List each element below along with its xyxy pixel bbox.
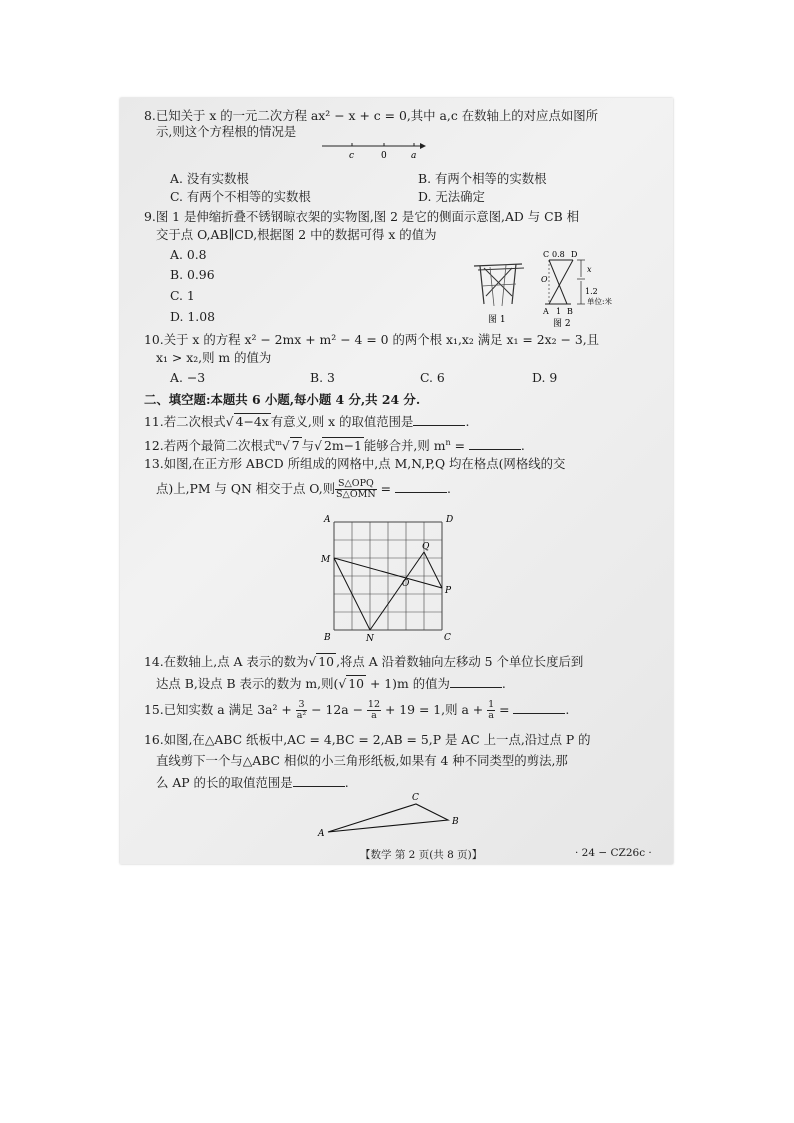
q10-option-d: D. 9 <box>532 370 558 385</box>
q15-frac3-den: a <box>488 710 494 721</box>
q12-root-index: m <box>275 439 282 447</box>
q13-answer-blank[interactable] <box>395 481 447 493</box>
q10-line2: x₁ > x₂,则 m 的值为 <box>156 350 272 365</box>
q16-label-c: C <box>412 793 419 803</box>
q9-option-a: A. 0.8 <box>170 247 207 262</box>
q13-frac-den: S△OMN <box>336 489 376 500</box>
q14-end: . <box>501 676 506 691</box>
q13-line-nq <box>370 552 424 630</box>
q14-line2 <box>156 676 506 691</box>
q15-frac2 <box>367 700 381 721</box>
q9-line1: 9.图 1 是伸缩折叠不锈钢晾衣架的实物图,图 2 是它的侧面示意图,AD 与 CB 相 <box>144 209 580 224</box>
q8-option-d: D. 无法确定 <box>418 189 485 204</box>
q10-option-b: B. 3 <box>310 370 335 385</box>
q8-line2: 示,则这个方程根的情况是 <box>156 124 297 139</box>
q9-option-d: D. 1.08 <box>170 309 215 324</box>
q15-pre: 15.已知实数 a 满足 3a² + <box>144 702 296 717</box>
q9-option-c: C. 1 <box>170 288 195 303</box>
q12-pre: 12.若两个最简二次根式 <box>144 438 276 454</box>
q14-radicand: 10 <box>318 654 335 669</box>
q12-radical2: √ 2m−1 <box>314 438 362 454</box>
q11-end: . <box>465 414 470 429</box>
q15-eq: = <box>495 702 514 717</box>
q16-triangle-abc <box>328 804 448 832</box>
q9-figure2-diagram <box>535 248 625 332</box>
q13-frac-num: S△OPQ <box>335 479 377 490</box>
q16-triangle-figure <box>316 790 476 840</box>
q9-fig2-label-unit: 单位:米 <box>587 297 613 306</box>
q14-line2-post: + 1)m 的值为 <box>366 676 450 691</box>
q8-option-a: A. 没有实数根 <box>170 171 249 186</box>
q16-label-b: B <box>452 817 459 827</box>
q13-line1: 13.如图,在正方形 ABCD 所组成的网格中,点 M,N,P,Q 均在格点(网格线的交 <box>144 456 566 471</box>
q14-radicand2: 10 <box>348 676 365 691</box>
q15-mid: − 12a − <box>307 702 367 717</box>
q14-radical2: √ 10 <box>338 676 365 691</box>
q11-radicand: 4−4x <box>235 414 269 429</box>
q13-line2 <box>156 479 451 500</box>
q11-answer-blank[interactable] <box>413 414 465 426</box>
q12-answer-blank[interactable] <box>469 438 521 450</box>
q14-radical: √ 10 <box>308 654 335 669</box>
q9-fig2-label-o: O <box>541 275 548 284</box>
q15-answer-blank[interactable] <box>513 702 565 714</box>
q8-option-b: B. 有两个相等的实数根 <box>418 171 547 186</box>
q13-label-q: Q <box>422 542 430 552</box>
q16-line2: 直线剪下一个与△ABC 相似的小三角形纸板,如果有 4 种不同类型的剪法,那 <box>156 753 568 768</box>
q14-line1-pre: 14.在数轴上,点 A 表示的数为 <box>144 654 309 669</box>
q11-pre: 11.若二次根式 <box>144 414 226 429</box>
q15-end: . <box>565 702 570 717</box>
q13-label-n: N <box>366 634 374 644</box>
q9-fig2-label-d: D <box>571 250 578 259</box>
q13-line2-post: = <box>376 481 395 496</box>
q12-radical1: √ 7 <box>281 438 300 454</box>
q15-frac2-den: a <box>371 710 377 721</box>
footer-page-info: 【数学 第 2 页(共 8 页)】 <box>360 849 483 861</box>
q13-label-c: C <box>444 633 451 643</box>
q15-frac3-num: 1 <box>488 699 495 710</box>
q16-line1: 16.如图,在△ABC 纸板中,AC = 4,BC = 2,AB = 5,P 是 AC 上一点,沿过点 P 的 <box>144 732 591 747</box>
section2-heading: 二、填空题:本题共 6 小题,每小题 4 分,共 24 分. <box>144 392 421 407</box>
numberline-label-a: a <box>411 151 417 161</box>
q11-post: 有意义,则 x 的取值范围是 <box>270 414 414 429</box>
q9-fig2-caption: 图 2 <box>553 319 571 329</box>
q15-frac1 <box>296 700 307 721</box>
q13-label-p: P <box>445 586 452 596</box>
q13-line-qp <box>424 552 442 588</box>
q13-label-o: O <box>402 579 410 589</box>
q10-line1: 10.关于 x 的方程 x² − 2mx + m² − 4 = 0 的两个根 x₁,x₂ 满足 x₁ = 2x₂ − 3,且 <box>144 332 600 347</box>
q15-post: + 19 = 1,则 a + <box>381 702 488 717</box>
q9-fig2-label-len: 1.2 <box>585 287 598 296</box>
q15-frac2-num: 12 <box>367 699 381 710</box>
q9-fig2-label-bottom-len: 1 <box>556 307 562 316</box>
q13-grid-figure <box>316 512 466 646</box>
q16-answer-blank[interactable] <box>293 775 345 787</box>
q12-sup: n <box>445 438 451 447</box>
q9-fig2-label-a: A <box>543 307 549 316</box>
exam-page <box>120 98 673 864</box>
q8-number-line <box>318 138 428 162</box>
q12-eq: = <box>450 438 469 454</box>
q12-line <box>144 435 525 453</box>
q11-line <box>144 414 469 429</box>
q10-option-c: C. 6 <box>420 370 445 385</box>
q13-label-b: B <box>324 633 331 643</box>
q12-radicand2: 2m−1 <box>323 438 362 454</box>
q13-label-a: A <box>324 515 331 525</box>
q13-label-d: D <box>446 515 454 525</box>
q9-figure1-clothes-rack <box>470 256 528 326</box>
q14-line2-pre: 达点 B,设点 B 表示的数为 m,则( <box>156 676 339 691</box>
q15-frac1-den: a² <box>296 710 307 721</box>
q9-fig2-label-top-len: 0.8 <box>552 250 565 259</box>
q9-fig2-label-b: B <box>567 307 573 316</box>
q14-line1-post: ,将点 A 沿着数轴向左移动 5 个单位长度后到 <box>336 654 584 669</box>
q10-option-a: A. −3 <box>170 370 206 385</box>
q12-end: . <box>520 438 525 454</box>
q9-fig2-label-x: x <box>587 265 592 274</box>
q16-end: . <box>344 775 349 790</box>
q16-line3-pre: 么 AP 的长的取值范围是 <box>156 775 293 790</box>
q9-fig2-label-c: C <box>543 250 550 259</box>
q8-option-c: C. 有两个不相等的实数根 <box>170 189 311 204</box>
q9-fig1-caption: 图 1 <box>488 315 506 325</box>
q9-option-b: B. 0.96 <box>170 267 215 282</box>
q13-area-ratio <box>335 479 377 500</box>
q12-mid: 与 <box>301 438 315 454</box>
q15-frac1-num: 3 <box>296 700 307 711</box>
q14-line1 <box>144 654 583 669</box>
numberline-label-0: 0 <box>381 151 387 161</box>
q15-frac3 <box>487 700 495 721</box>
q8-line1: 8.已知关于 x 的一元二次方程 ax² − x + c = 0,其中 a,c 在数轴上的对应点如图所 <box>144 108 599 123</box>
q13-grid-lines <box>334 522 442 630</box>
q9-line2: 交于点 O,AB∥CD,根据图 2 中的数据可得 x 的值为 <box>156 227 437 242</box>
q13-label-m: M <box>321 555 331 565</box>
q16-line3 <box>156 775 349 790</box>
q14-answer-blank[interactable] <box>450 676 502 688</box>
numberline-label-c: c <box>349 151 355 161</box>
q16-label-a: A <box>318 829 325 839</box>
q12-post: 能够合并,则 m <box>363 438 446 454</box>
q13-line2-pre: 点)上,PM 与 QN 相交于点 O,则 <box>156 481 336 496</box>
q15-line <box>144 700 569 721</box>
footer-code: · 24 − CZ26c · <box>575 847 652 859</box>
q11-radical: √ 4−4x <box>225 414 269 429</box>
q13-end: . <box>446 481 451 496</box>
q12-radicand1: 7 <box>291 438 300 454</box>
